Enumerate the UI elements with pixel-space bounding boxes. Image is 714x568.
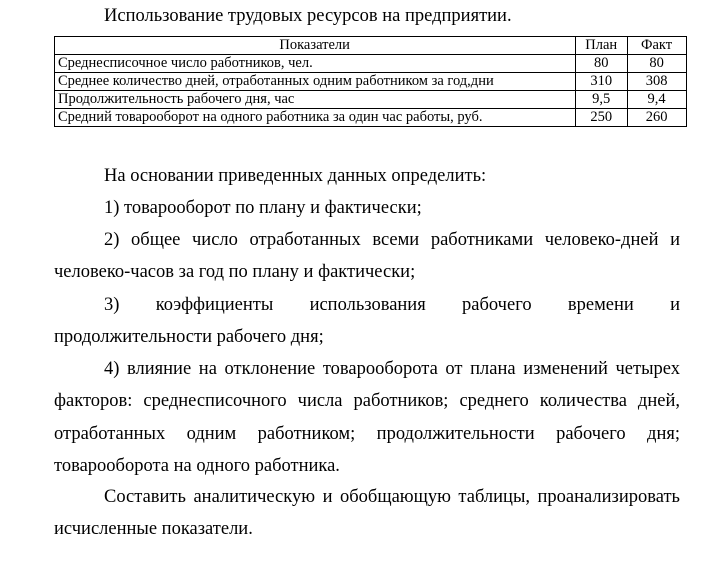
- plan-value: 250: [576, 109, 628, 127]
- fact-value: 308: [628, 73, 687, 91]
- document-title: Использование трудовых ресурсов на предприятии.: [104, 6, 512, 26]
- task-item-3: 3) коэффициенты использования рабочего времени и продолжительности рабочего дня;: [54, 295, 680, 348]
- table-header-row: [55, 37, 687, 55]
- task-item-1: 1) товарооборот по плану и фактически;: [104, 198, 422, 218]
- indicator-name: Среднее количество дней, отработанных одним работником за год,дни: [55, 73, 576, 91]
- task-conclusion: Составить аналитическую и обобщающую таблицы, проанализировать исчисленные показатели.: [54, 487, 680, 540]
- table-row: [55, 73, 687, 91]
- indicator-name: Продолжительность рабочего дня, час: [55, 91, 576, 109]
- table-row: [55, 91, 687, 109]
- table-row: [55, 109, 687, 127]
- column-header-fact: Факт: [628, 37, 687, 55]
- indicator-name: Средний товарооборот на одного работника за один час работы, руб.: [55, 109, 576, 127]
- task-item-4: 4) влияние на отклонение товарооборота от плана изменений четырех факторов: среднесписочного числа работников; среднего количества дней, отработанных одним работником; продолжительности рабочего дня; товарооборота на одного работника.: [54, 359, 680, 476]
- plan-value: 9,5: [576, 91, 628, 109]
- indicator-name: Среднесписочное число работников, чел.: [55, 55, 576, 73]
- column-header-plan: План: [576, 37, 628, 55]
- task-intro: На основании приведенных данных определить:: [104, 166, 487, 186]
- fact-value: 80: [628, 55, 687, 73]
- fact-value: 9,4: [628, 91, 687, 109]
- table-row: [55, 55, 687, 73]
- task-item-2: 2) общее число отработанных всеми работниками человеко-дней и человеко-часов за год по плану и фактически;: [54, 230, 680, 283]
- plan-value: 80: [576, 55, 628, 73]
- plan-value: 310: [576, 73, 628, 91]
- fact-value: 260: [628, 109, 687, 127]
- labor-resources-table: [54, 36, 687, 127]
- column-header-indicators: Показатели: [55, 37, 576, 55]
